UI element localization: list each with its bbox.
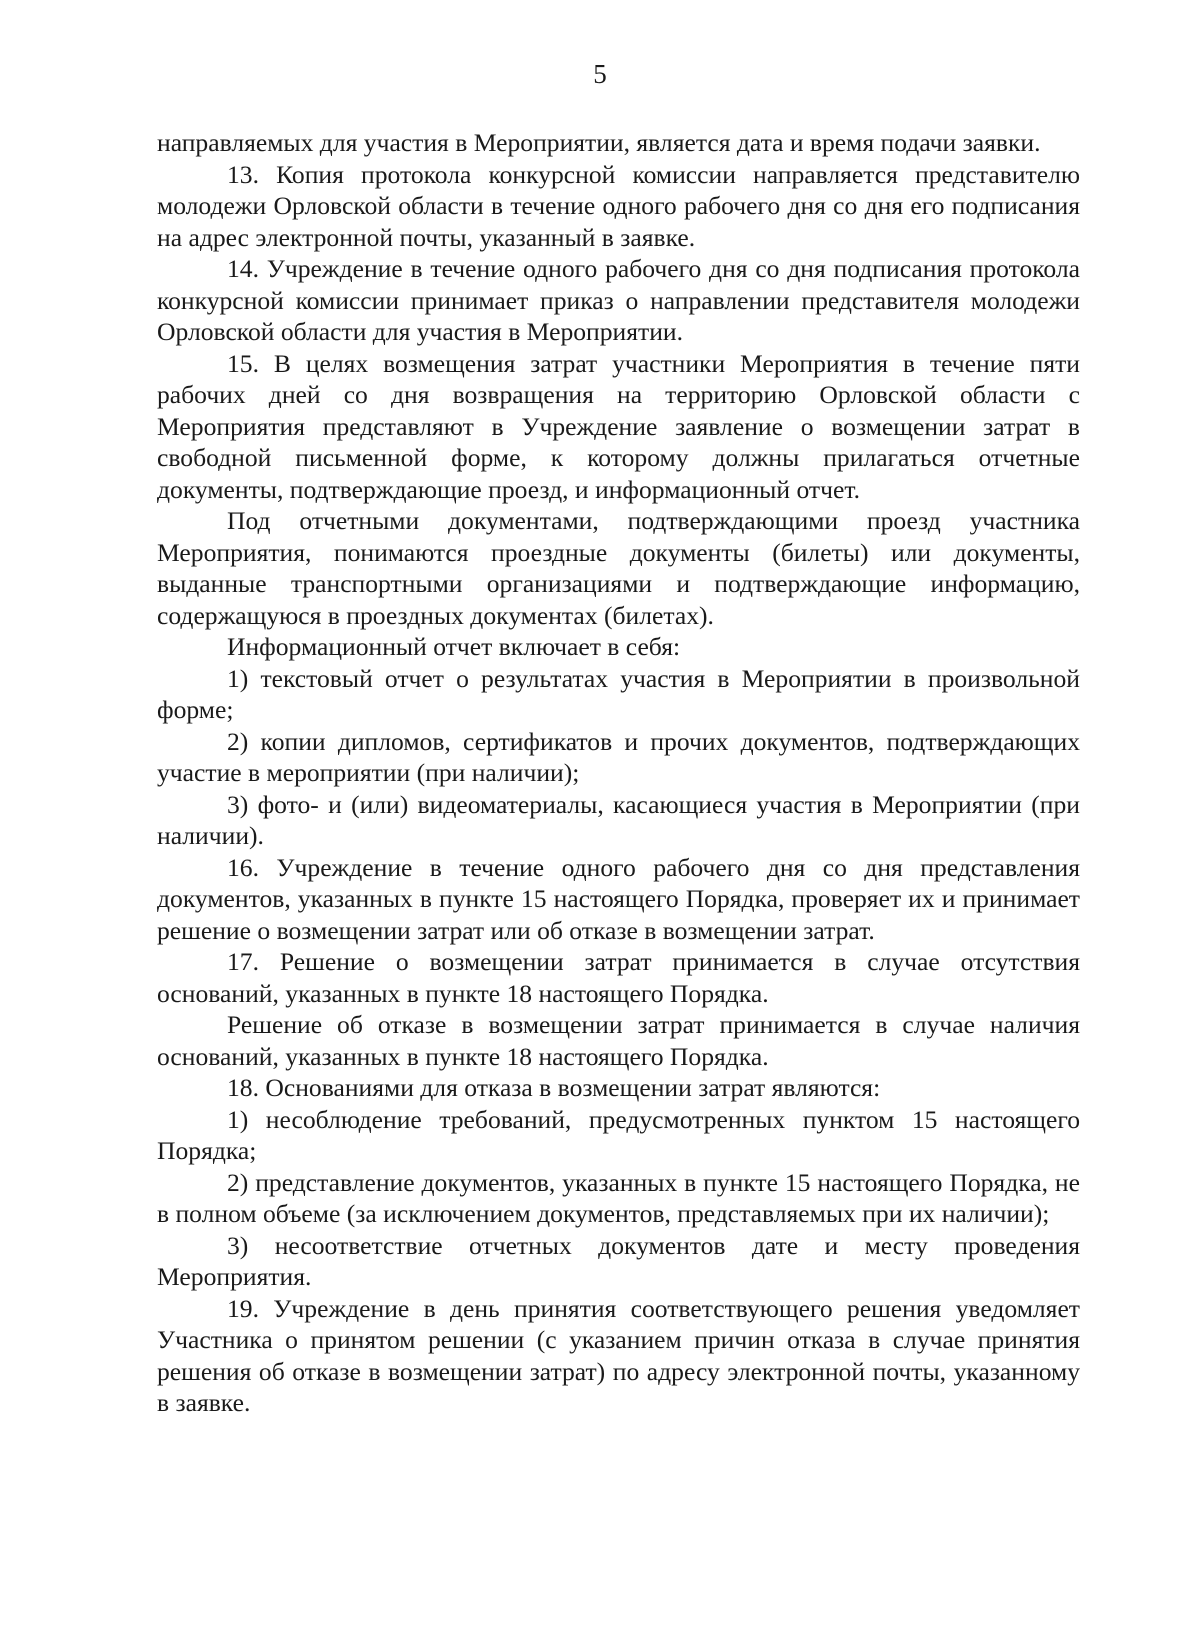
paragraph: 19. Учреждение в день принятия соответствующего решения уведомляет Участника о принятом решении (с указанием причин отказа в случае принятия решения об отказе в возмещении затрат) по адресу электронной почты, указанному в заявке.	[157, 1293, 1080, 1417]
document-body	[157, 127, 1080, 1419]
paragraph: 18. Основаниями для отказа в возмещении затрат являются:	[227, 1073, 881, 1102]
paragraph: 1) несоблюдение требований, предусмотренных пунктом 15 настоящего Порядка;	[157, 1104, 1080, 1165]
paragraph: 1) текстовый отчет о результатах участия в Мероприятии в произвольной форме;	[157, 663, 1080, 724]
paragraph: 17. Решение о возмещении затрат принимается в случае отсутствия оснований, указанных в пункте 18 настоящего Порядка.	[157, 947, 1080, 1008]
paragraph: 3) несоответствие отчетных документов дате и месту проведения Мероприятия.	[157, 1230, 1080, 1291]
paragraph: 3) фото- и (или) видеоматериалы, касающиеся участия в Мероприятии (при наличии).	[157, 789, 1080, 850]
paragraph: 2) копии дипломов, сертификатов и прочих документов, подтверждающих участие в мероприятии (при наличии);	[157, 726, 1080, 787]
paragraph: Решение об отказе в возмещении затрат принимается в случае наличия оснований, указанных в пункте 18 настоящего Порядка.	[157, 1010, 1080, 1071]
paragraph: Информационный отчет включает в себя:	[227, 632, 681, 661]
paragraph: 14. Учреждение в течение одного рабочего дня со дня подписания протокола конкурсной комиссии принимает приказ о направлении представителя молодежи Орловской области для участия в Мероприятии.	[157, 254, 1080, 346]
paragraph: 15. В целях возмещения затрат участники Мероприятия в течение пяти рабочих дней со дня возвращения на территорию Орловской области с Мероприятия представляют в Учреждение заявление о возмещении затрат в свободной письменной форме, к которому должны прилагаться отчетные документы, подтверждающие проезд, и информационный отчет.	[157, 348, 1080, 504]
paragraph: 2) представление документов, указанных в пункте 15 настоящего Порядка, не в полном объеме (за исключением документов, представляемых при их наличии);	[157, 1167, 1080, 1228]
paragraph: направляемых для участия в Мероприятии, является дата и время подачи заявки.	[157, 128, 1041, 157]
paragraph: 16. Учреждение в течение одного рабочего дня со дня представления документов, указанных в пункте 15 настоящего Порядка, проверяет их и принимает решение о возмещении затрат или об отказе в возмещении затрат.	[157, 852, 1080, 945]
paragraph: Под отчетными документами, подтверждающими проезд участника Мероприятия, понимаются проездные документы (билеты) или документы, выданные транспортными организациями и подтверждающие информацию, содержащуюся в проездных документах (билетах).	[157, 506, 1080, 630]
page-number: 5	[593, 59, 607, 89]
paragraph: 13. Копия протокола конкурсной комиссии направляется представителю молодежи Орловской области в течение одного рабочего дня со дня его подписания на адрес электронной почты, указанный в заявке.	[157, 159, 1080, 252]
